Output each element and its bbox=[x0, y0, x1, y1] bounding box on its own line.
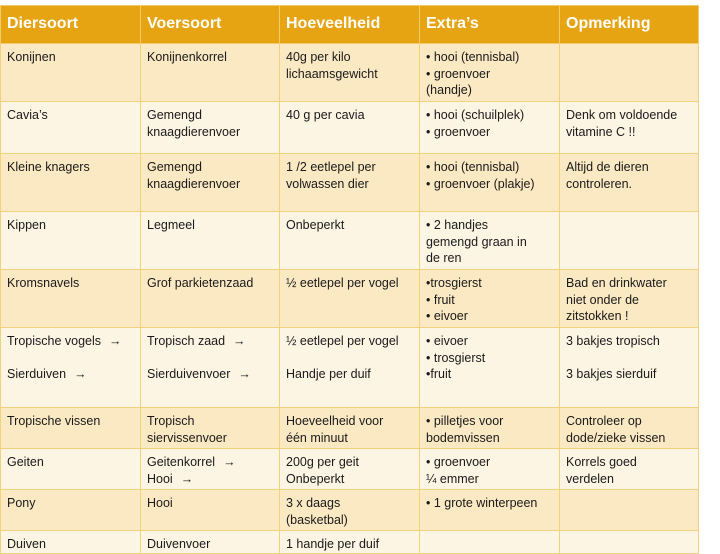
cell-voersoort bbox=[141, 102, 280, 154]
cell-line: Kleine knagers bbox=[7, 160, 90, 174]
cell-hoeveelheid bbox=[280, 154, 420, 212]
cell-line: 3 bakjes sierduif bbox=[566, 366, 657, 381]
cell-line: Korrels goed bbox=[566, 455, 637, 469]
header-row bbox=[1, 6, 699, 44]
table-row bbox=[1, 490, 699, 531]
cell-voersoort bbox=[141, 531, 280, 554]
cell-voersoort bbox=[141, 449, 280, 490]
cell-line: • pilletjes voor bbox=[426, 414, 504, 428]
cell-line: 1 handje per duif bbox=[286, 537, 380, 551]
cell-line: niet onder de bbox=[566, 292, 639, 307]
cell-line: Hoeveelheid voor bbox=[286, 414, 384, 428]
cell-hoeveelheid bbox=[280, 44, 420, 102]
cell-extras bbox=[420, 490, 560, 531]
cell-opmerking bbox=[560, 408, 699, 449]
cell-line: • eivoer bbox=[426, 309, 468, 323]
cell-diersoort bbox=[1, 270, 141, 328]
cell-line: bodemvissen bbox=[426, 430, 500, 445]
cell-line: controleren. bbox=[566, 176, 633, 191]
cell-line: Duivenvoer bbox=[147, 537, 211, 551]
arrow-right-icon: → bbox=[233, 334, 246, 348]
table-row bbox=[1, 212, 699, 270]
cell-line: 200g per geit bbox=[286, 455, 359, 469]
cell-opmerking bbox=[560, 490, 699, 531]
cell-line: Duiven bbox=[7, 537, 46, 551]
table-row bbox=[1, 154, 699, 212]
cell-voersoort bbox=[141, 44, 280, 102]
cell-hoeveelheid bbox=[280, 212, 420, 270]
cell-line: zitstokken ! bbox=[566, 309, 629, 323]
cell-hoeveelheid bbox=[280, 449, 420, 490]
header-hoeveelheid: Hoeveelheid bbox=[280, 6, 420, 44]
cell-line: • eivoer bbox=[426, 334, 468, 348]
cell-line: Tropische vogels bbox=[7, 334, 102, 348]
cell-line: siervissenvoer bbox=[147, 430, 227, 445]
cell-opmerking bbox=[560, 154, 699, 212]
cell-diersoort bbox=[1, 154, 141, 212]
table-row bbox=[1, 408, 699, 449]
cell-line: Legmeel bbox=[147, 218, 195, 232]
cell-line: de ren bbox=[426, 251, 462, 265]
cell-extras bbox=[420, 44, 560, 102]
cell-line bbox=[566, 350, 692, 366]
cell-line: Hooi bbox=[147, 496, 173, 510]
table-row bbox=[1, 328, 699, 408]
cell-line: Kromsnavels bbox=[7, 276, 80, 290]
cell-line: Handje per duif bbox=[286, 366, 371, 381]
cell-line: knaagdierenvoer bbox=[147, 176, 241, 191]
cell-hoeveelheid bbox=[280, 490, 420, 531]
cell-line: Konijnenkorrel bbox=[147, 50, 227, 64]
cell-voersoort bbox=[141, 270, 280, 328]
cell-diersoort bbox=[1, 44, 141, 102]
cell-line: • groenvoer bbox=[426, 66, 491, 81]
cell-line: Hooi bbox=[147, 471, 173, 486]
cell-line bbox=[286, 350, 413, 366]
table-row bbox=[1, 102, 699, 154]
cell-line: Sierduiven bbox=[7, 366, 67, 381]
cell-diersoort bbox=[1, 102, 141, 154]
cell-line: (handje) bbox=[426, 83, 472, 97]
cell-voersoort bbox=[141, 328, 280, 408]
cell-line: • groenvoer bbox=[426, 455, 491, 469]
cell-line: ½ eetlepel per vogel bbox=[286, 334, 399, 348]
cell-line: één minuut bbox=[286, 430, 348, 445]
cell-extras bbox=[420, 212, 560, 270]
cell-hoeveelheid bbox=[280, 408, 420, 449]
cell-diersoort bbox=[1, 212, 141, 270]
cell-line: Controleer op bbox=[566, 414, 642, 428]
cell-line: Cavia’s bbox=[7, 108, 48, 122]
cell-line: •trosgierst bbox=[426, 276, 482, 290]
cell-line: • groenvoer (plakje) bbox=[426, 176, 535, 191]
cell-extras bbox=[420, 154, 560, 212]
table-row bbox=[1, 449, 699, 490]
header-diersoort: Diersoort bbox=[1, 6, 141, 44]
cell-line: Bad en drinkwater bbox=[566, 276, 667, 290]
cell-diersoort bbox=[1, 328, 141, 408]
cell-extras bbox=[420, 102, 560, 154]
cell-line: Kippen bbox=[7, 218, 46, 232]
cell-line: vitamine C !! bbox=[566, 124, 636, 139]
cell-line: Konijnen bbox=[7, 50, 56, 64]
cell-line: Geiten bbox=[7, 455, 44, 469]
cell-line: • trosgierst bbox=[426, 350, 486, 365]
cell-line: • groenvoer bbox=[426, 124, 491, 139]
cell-opmerking bbox=[560, 531, 699, 554]
cell-line: 3 bakjes tropisch bbox=[566, 334, 660, 348]
arrow-right-icon: → bbox=[109, 334, 122, 348]
cell-line: ½ eetlepel per vogel bbox=[286, 276, 399, 290]
arrow-right-icon: → bbox=[74, 366, 87, 381]
cell-line: 40 g per cavia bbox=[286, 108, 365, 122]
cell-line: •fruit bbox=[426, 367, 452, 381]
cell-diersoort bbox=[1, 531, 141, 554]
cell-line: Grof parkietenzaad bbox=[147, 276, 254, 290]
cell-hoeveelheid bbox=[280, 270, 420, 328]
cell-line: gemengd graan in bbox=[426, 234, 527, 249]
cell-line: • fruit bbox=[426, 292, 455, 307]
cell-line: (basketbal) bbox=[286, 512, 348, 527]
cell-voersoort bbox=[141, 154, 280, 212]
cell-opmerking bbox=[560, 270, 699, 328]
cell-line: Tropisch zaad bbox=[147, 334, 226, 348]
cell-line bbox=[7, 350, 134, 366]
cell-voersoort bbox=[141, 408, 280, 449]
cell-line: • hooi (tennisbal) bbox=[426, 50, 520, 64]
cell-line: Tropisch bbox=[147, 414, 195, 428]
arrow-right-icon: → bbox=[238, 366, 251, 381]
cell-line: 3 x daags bbox=[286, 496, 341, 510]
table-row bbox=[1, 270, 699, 328]
cell-diersoort bbox=[1, 408, 141, 449]
cell-line: lichaamsgewicht bbox=[286, 66, 378, 81]
cell-line: Gemengd bbox=[147, 160, 202, 174]
cell-opmerking bbox=[560, 44, 699, 102]
header-extras: Extra’s bbox=[420, 6, 560, 44]
cell-opmerking bbox=[560, 449, 699, 490]
cell-line: 1 /2 eetlepel per bbox=[286, 160, 376, 174]
cell-line: ¼ emmer bbox=[426, 471, 479, 486]
cell-voersoort bbox=[141, 212, 280, 270]
cell-extras bbox=[420, 328, 560, 408]
arrow-right-icon: → bbox=[223, 455, 236, 469]
cell-line: Onbeperkt bbox=[286, 218, 345, 232]
cell-line bbox=[147, 350, 273, 366]
cell-line: Sierduivenvoer bbox=[147, 366, 231, 381]
cell-diersoort bbox=[1, 449, 141, 490]
cell-opmerking bbox=[560, 212, 699, 270]
cell-line: Gemengd bbox=[147, 108, 202, 122]
cell-line: • hooi (tennisbal) bbox=[426, 160, 520, 174]
arrow-right-icon: → bbox=[180, 471, 194, 486]
cell-line: Geitenkorrel bbox=[147, 455, 216, 469]
cell-line: • 2 handjes bbox=[426, 218, 489, 232]
cell-line: Denk om voldoende bbox=[566, 108, 678, 122]
cell-hoeveelheid bbox=[280, 531, 420, 554]
cell-line: • hooi (schuilplek) bbox=[426, 108, 525, 122]
cell-line: Tropische vissen bbox=[7, 414, 101, 428]
header-voersoort: Voersoort bbox=[141, 6, 280, 44]
cell-hoeveelheid bbox=[280, 102, 420, 154]
cell-opmerking bbox=[560, 102, 699, 154]
cell-extras bbox=[420, 408, 560, 449]
cell-line: Onbeperkt bbox=[286, 471, 345, 486]
cell-extras bbox=[420, 531, 560, 554]
cell-voersoort bbox=[141, 490, 280, 531]
cell-line: Altijd de dieren bbox=[566, 160, 649, 174]
table-row bbox=[1, 44, 699, 102]
table-row bbox=[1, 531, 699, 554]
cell-hoeveelheid bbox=[280, 328, 420, 408]
cell-line: verdelen bbox=[566, 471, 614, 486]
cell-line: Pony bbox=[7, 496, 36, 510]
cell-line: 40g per kilo bbox=[286, 50, 351, 64]
header-opmerking: Opmerking bbox=[560, 6, 699, 44]
cell-line: • 1 grote winterpeen bbox=[426, 496, 538, 510]
cell-line: dode/zieke vissen bbox=[566, 430, 666, 445]
cell-extras bbox=[420, 270, 560, 328]
cell-diersoort bbox=[1, 490, 141, 531]
cell-line: knaagdierenvoer bbox=[147, 124, 241, 139]
feeding-table bbox=[0, 5, 699, 554]
cell-extras bbox=[420, 449, 560, 490]
cell-line: volwassen dier bbox=[286, 176, 369, 191]
cell-opmerking bbox=[560, 328, 699, 408]
